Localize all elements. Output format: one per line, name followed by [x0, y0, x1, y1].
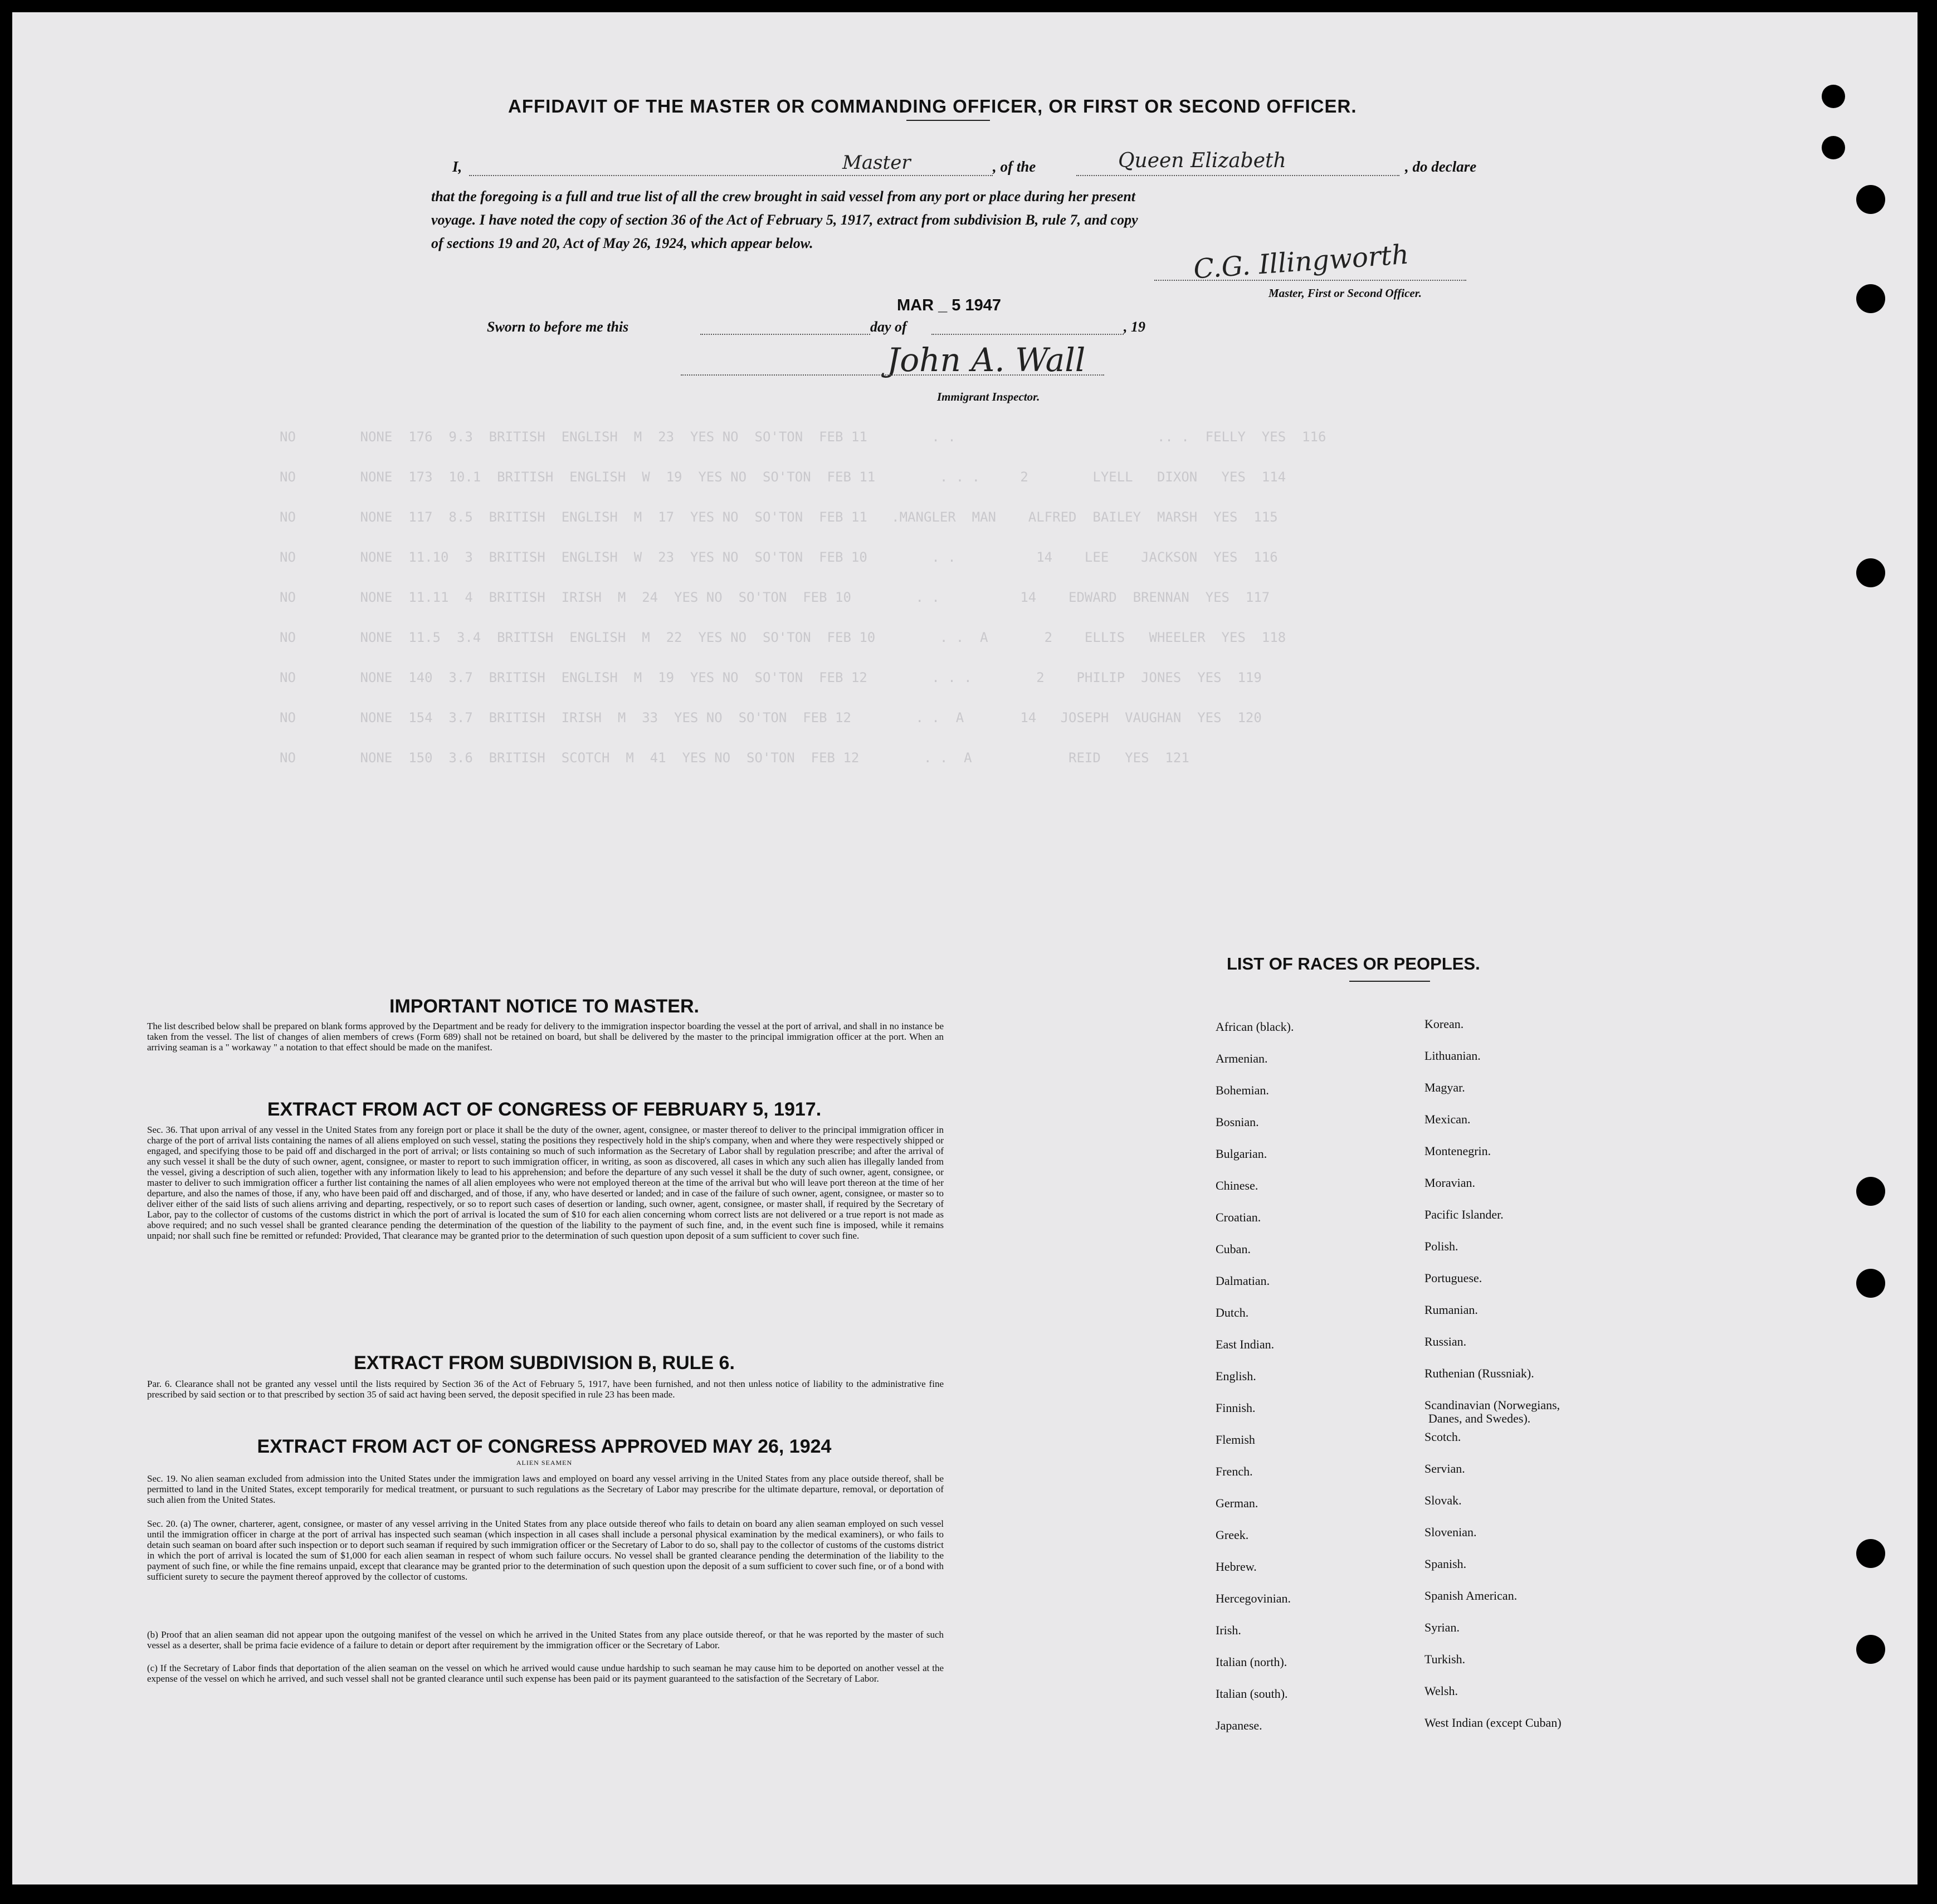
race-item: Bohemian.	[1216, 1083, 1269, 1097]
day-blank	[931, 334, 1124, 335]
race-item: Flemish	[1216, 1433, 1255, 1447]
document-page	[12, 12, 1918, 1884]
race-item: Greek.	[1216, 1528, 1249, 1542]
extract-1924-sec19: Sec. 19. No alien seaman excluded from admission into the United States under the immigration laws and employed on board any vessel arriving in the United States from any place outside thereof, shall be permitted to land in the United States, except temporarily for medical treatment, or pursuant to such regulations as the Secretary of Labor may prescribe for the ultimate departure, removal, or deportation of such alien from the United States.	[147, 1473, 944, 1505]
bleed-through-row: NO NONE 140 3.7 BRITISH ENGLISH M 19 YES NO SO'TON FEB 12 . . . 2 PHILIP JONES YES 119	[280, 670, 1262, 685]
year-suffix: , 19	[1124, 319, 1145, 335]
extract-rule6-title: EXTRACT FROM SUBDIVISION B, RULE 6.	[354, 1352, 735, 1374]
name-blank	[469, 175, 993, 176]
race-item: Mexican.	[1424, 1112, 1471, 1126]
race-item: Spanish.	[1424, 1557, 1467, 1571]
extract-rule6-body: Par. 6. Clearance shall not be granted any vessel until the lists required by Section 36 of the Act of February 5, 1917, have been furnished, and not then unless notice of liability to the administrative fine prescribed by said section or to that prescribed by section 35 of said act having been served, the deposit specified in rule 23 has been made.	[147, 1379, 944, 1400]
sworn-text: Sworn to before me this	[487, 319, 629, 335]
notice-body: The list described below shall be prepared on blank forms approved by the Department and be ready for delivery to the immigration inspector boarding the vessel at the port of arrival, and shall in no instance be taken from the vessel. The list of changes of alien members of crews (Form 689) shall not be retained on board, but shall be delivered by the master to the principal immigration officer at the port. When an arriving seaman is a " workaway " a notation to that effect should be made on the manifest.	[147, 1021, 944, 1053]
vessel-blank	[1076, 175, 1399, 176]
extract-1917-title: EXTRACT FROM ACT OF CONGRESS OF FEBRUARY 5, 1917.	[267, 1099, 822, 1120]
bleed-through-row: NO NONE 117 8.5 BRITISH ENGLISH M 17 YES NO SO'TON FEB 11 .MANGLER MAN ALFRED BAILEY MARSH YES 115	[280, 509, 1278, 525]
sworn-blank	[700, 334, 870, 335]
race-item: Armenian.	[1216, 1051, 1268, 1065]
race-item: Korean.	[1424, 1017, 1464, 1031]
bleed-through-row: NO NONE 150 3.6 BRITISH SCOTCH M 41 YES NO SO'TON FEB 12 . . A REID YES 121	[280, 750, 1189, 766]
race-item: Polish.	[1424, 1239, 1458, 1253]
extract-1924-title: EXTRACT FROM ACT OF CONGRESS APPROVED MAY 26, 1924	[257, 1436, 832, 1457]
binder-hole	[1856, 558, 1885, 587]
race-item: Italian (north).	[1216, 1655, 1287, 1669]
race-item: Cuban.	[1216, 1242, 1251, 1256]
race-item: African (black).	[1216, 1020, 1294, 1034]
race-item: French.	[1216, 1464, 1253, 1478]
race-item: East Indian.	[1216, 1337, 1275, 1351]
binder-hole	[1856, 1539, 1885, 1568]
affidavit-title: AFFIDAVIT OF THE MASTER OR COMMANDING OFFICER, OR FIRST OR SECOND OFFICER.	[508, 96, 1357, 116]
bleed-through-row: NO NONE 154 3.7 BRITISH IRISH M 33 YES NO SO'TON FEB 12 . . A 14 JOSEPH VAUGHAN YES 120	[280, 710, 1262, 725]
race-item: Irish.	[1216, 1623, 1241, 1637]
race-item: Turkish.	[1424, 1652, 1466, 1666]
extract-1924-sec20a: Sec. 20. (a) The owner, charterer, agent, consignee, or master of any vessel arriving in the United States from any place outside thereof who fails to detain on board any alien seaman employed on such vessel until the immigration officer in charge at the port of arrival has inspected such seaman (which inspection in all cases shall include a personal physical examination by the medical examiners), or who fails to detain such seaman on board after such inspection or to deport such seaman if required by such immigration officer or the Secretary of Labor to do so, shall pay to the collector of customs of the customs district in which the port of arrival is located the sum of $1,000 for each alien seaman in respect of whom such failure occurs. No vessel shall be granted clearance pending the determination of the liability to the payment of such fine, or while the fine remains unpaid, except that clearance may be granted prior to the determination of such question upon the deposit of a sum sufficient to cover such fine, or of a bond with sufficient surety to secure the payment thereof approved by the collector of customs.	[147, 1518, 944, 1582]
affidavit-of: , of the	[993, 158, 1036, 175]
inspector-signature-line	[681, 374, 1104, 376]
race-item: West Indian (except Cuban)	[1424, 1716, 1562, 1730]
race-item: Portuguese.	[1424, 1271, 1482, 1285]
race-item: Spanish American.	[1424, 1589, 1518, 1603]
binder-hole	[1856, 185, 1885, 214]
race-item: Slovenian.	[1424, 1525, 1477, 1539]
race-item: German.	[1216, 1496, 1258, 1510]
race-item: Dutch.	[1216, 1306, 1249, 1319]
bleed-through-row: NO NONE 11.11 4 BRITISH IRISH M 24 YES NO SO'TON FEB 10 . . 14 EDWARD BRENNAN YES 117	[280, 590, 1270, 605]
race-item: Dalmatian.	[1216, 1274, 1270, 1288]
race-item: Scandinavian (Norwegians,	[1424, 1398, 1560, 1412]
race-item: Slovak.	[1424, 1493, 1462, 1507]
binder-hole	[1822, 136, 1845, 159]
race-item: Moravian.	[1424, 1176, 1476, 1190]
race-item: Scotch.	[1424, 1430, 1461, 1444]
affidavit-line-4: of sections 19 and 20, Act of May 26, 1924, which appear below.	[431, 235, 813, 251]
affidavit-line-3: voyage. I have noted the copy of section 36 of the Act of February 5, 1917, extract from subdivision B, rule 7, and copy	[431, 212, 1138, 228]
role-handwriting: Master	[842, 152, 911, 174]
race-item: Italian (south).	[1216, 1687, 1288, 1701]
vessel-name-handwriting: Queen Elizabeth	[1118, 149, 1286, 172]
inspector-signature: John A. Wall	[887, 341, 1086, 379]
master-signature-line	[1154, 280, 1466, 281]
races-title-underline	[1349, 981, 1430, 982]
race-item: Bosnian.	[1216, 1115, 1259, 1129]
race-item: Magyar.	[1424, 1080, 1465, 1094]
race-item: Pacific Islander.	[1424, 1207, 1504, 1221]
date-stamp: MAR _ 5 1947	[897, 296, 1001, 314]
race-item: Bulgarian.	[1216, 1147, 1267, 1161]
race-item: Danes, and Swedes).	[1428, 1411, 1531, 1425]
master-signature: C.G. Illingworth	[1192, 238, 1410, 285]
inspector-caption: Immigrant Inspector.	[937, 390, 1040, 403]
affidavit-declare: , do declare	[1405, 158, 1477, 175]
extract-1924-sec20c: (c) If the Secretary of Labor finds that deportation of the alien seaman on the vessel on which he arrived would cause undue hardship to such seaman he may cause him to be deported on another vessel at the expense of the vessel on which he arrived, and such vessel shall not be granted clearance until such expense has been paid or its payment guaranteed to the satisfaction of the Secretary of Labor.	[147, 1663, 944, 1684]
race-item: Russian.	[1424, 1335, 1467, 1348]
race-item: Finnish.	[1216, 1401, 1256, 1415]
race-item: Japanese.	[1216, 1718, 1262, 1732]
race-item: Syrian.	[1424, 1620, 1460, 1634]
race-item: Hebrew.	[1216, 1560, 1257, 1574]
race-item: Montenegrin.	[1424, 1144, 1491, 1158]
bleed-through-row: NO NONE 11.5 3.4 BRITISH ENGLISH M 22 YES NO SO'TON FEB 10 . . A 2 ELLIS WHEELER YES 118	[280, 630, 1286, 645]
race-item: Lithuanian.	[1424, 1049, 1481, 1063]
binder-hole	[1856, 1177, 1885, 1206]
affidavit-prefix: I,	[452, 158, 462, 175]
binder-hole	[1822, 85, 1845, 108]
bleed-through-row: NO NONE 173 10.1 BRITISH ENGLISH W 19 YES NO SO'TON FEB 11 . . . 2 LYELL DIXON YES 114	[280, 469, 1286, 485]
race-item: Welsh.	[1424, 1684, 1458, 1698]
race-item: Rumanian.	[1424, 1303, 1478, 1317]
extract-1924-subtitle: ALIEN SEAMEN	[516, 1459, 573, 1467]
race-item: English.	[1216, 1369, 1256, 1383]
binder-hole	[1856, 1635, 1885, 1664]
races-title: LIST OF RACES OR PEOPLES.	[1227, 954, 1480, 973]
affidavit-line-2: that the foregoing is a full and true list of all the crew brought in said vessel from any port or place during her present	[431, 188, 1136, 204]
race-item: Chinese.	[1216, 1179, 1258, 1192]
bleed-through-row: NO NONE 176 9.3 BRITISH ENGLISH M 23 YES NO SO'TON FEB 11 . . .. . FELLY YES 116	[280, 429, 1326, 445]
notice-title: IMPORTANT NOTICE TO MASTER.	[389, 996, 699, 1017]
race-item: Servian.	[1424, 1462, 1465, 1476]
race-item: Croatian.	[1216, 1210, 1261, 1224]
race-item: Ruthenian (Russniak).	[1424, 1366, 1534, 1380]
day-of-text: day of	[870, 319, 907, 335]
bleed-through-row: NO NONE 11.10 3 BRITISH ENGLISH W 23 YES NO SO'TON FEB 10 . . 14 LEE JACKSON YES 116	[280, 549, 1278, 565]
race-item: Hercegovinian.	[1216, 1591, 1291, 1605]
binder-hole	[1856, 284, 1885, 313]
extract-1924-sec20b: (b) Proof that an alien seaman did not appear upon the outgoing manifest of the vessel on which he arrived in the United States from any place outside thereof, or that he was reported by the master of such vessel as a deserter, shall be prima facie evidence of a failure to detain or deport after requirement by the immigration officer or the Secretary of Labor.	[147, 1629, 944, 1650]
master-caption: Master, First or Second Officer.	[1268, 286, 1422, 300]
extract-1917-body: Sec. 36. That upon arrival of any vessel in the United States from any foreign port or place it shall be the duty of the owner, agent, consignee, or master thereof to deliver to the principal immigration officer in charge of the port of arrival lists containing the names of all aliens employed on such vessel, stating the positions they respectively hold in the ship's company, when and where they were respectively shipped or engaged, and specifying those to be paid off and discharged in the port of arrival; or lists containing so much of such information as the Secretary of Labor shall by regulation prescribe; and after the arrival of any such vessel it shall be the duty of such owner, agent, consignee, or master to report to such immigration officer, in writing, as soon as discovered, all cases in which any such alien has illegally landed from the vessel, giving a description of such alien, together with any information likely to lead to his apprehension; and before the departure of any such vessel it shall be the duty of such owner, agent, consignee, or master to deliver to such immigration officer a further list containing the names of all alien employees who were not employed thereon at the time of the arrival but who will leave port thereon at the time of her departure, and also the names of those, if any, who have been paid off and discharged, and of those, if any, who have deserted or landed; and in case of the failure of such owner, agent, consignee, or master so to deliver either of the said lists of such aliens arriving and departing, respectively, or so to report such cases of desertion or landing, such owner, agent, consignee, or master shall, if required by the Secretary of Labor, pay to the collector of customs of the customs district in which the port of arrival is located the sum of $10 for each alien concerning whom correct lists are not delivered or a true report is not made as above required; and no such vessel shall be granted clearance pending the determination of the question of the liability to the payment of such fine, and, in the event such fine is imposed, while it remains unpaid; nor shall such fine be remitted or refunded: Provided, That clearance may be granted prior to the determination of such question upon deposit of a sum sufficient to cover such fine.	[147, 1124, 944, 1241]
binder-hole	[1856, 1269, 1885, 1298]
title-underline	[906, 120, 990, 121]
